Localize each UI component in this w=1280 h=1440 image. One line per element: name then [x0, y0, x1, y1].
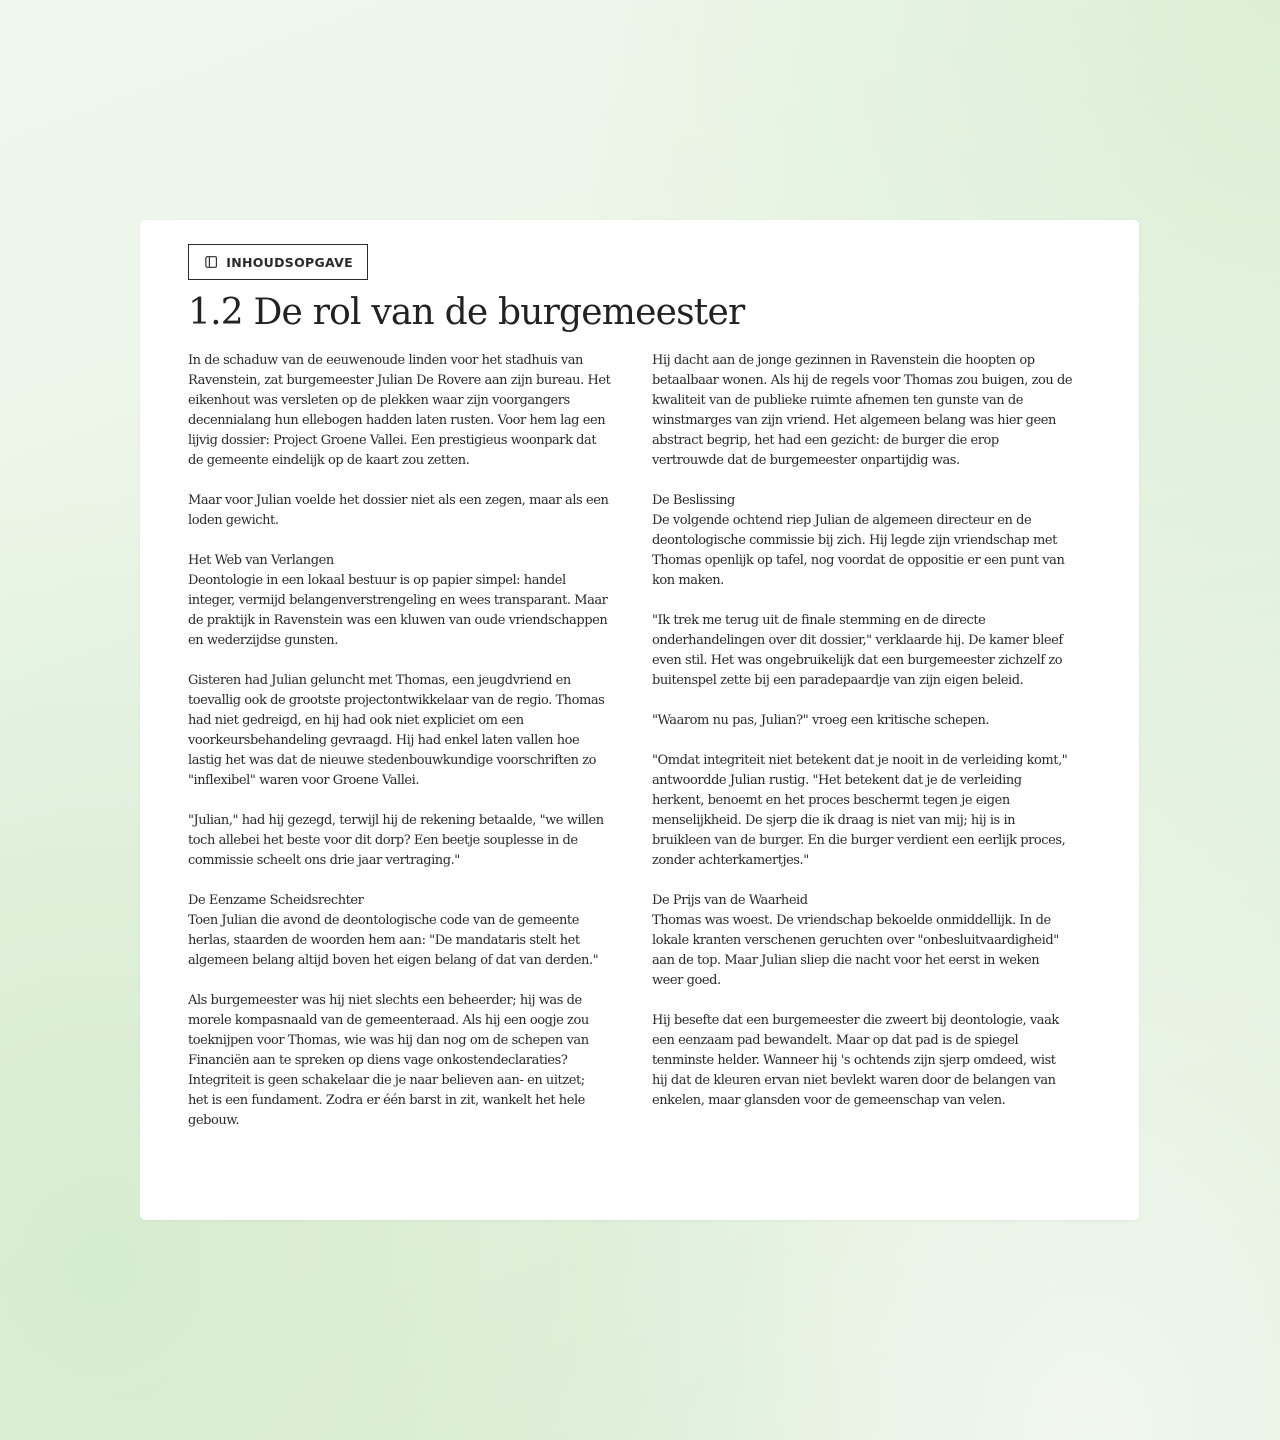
text-line: toeknijpen voor Thomas, wie was hij dan nog om de schepen van	[188, 1033, 589, 1048]
text-line: Deontologie in een lokaal bestuur is op papier simpel: handel	[188, 573, 566, 588]
text-line: zonder achterkamertjes."	[652, 853, 809, 868]
text-line: en wederzijdse gunsten.	[188, 633, 338, 648]
text-line: Toen Julian die avond de deontologische code van de gemeente	[188, 913, 579, 928]
text-line: enkelen, maar glansden voor de gemeenschap van velen.	[652, 1093, 1006, 1108]
text-line: vertrouwde dat de burgemeester onpartijdig was.	[652, 453, 960, 468]
text-line: Hij besefte dat een burgemeester die zweert bij deontologie, vaak	[652, 1013, 1059, 1028]
text-line: deontologische commissie bij zich. Hij legde zijn vriendschap met	[652, 533, 1057, 548]
text-line: voorkeursbehandeling gevraagd. Hij had enkel laten vallen hoe	[188, 733, 580, 748]
text-line: menselijkheid. De sjerp die ik draag is niet van mij; hij is in	[652, 813, 1016, 828]
text-line: onderhandelingen over dit dossier," verklaarde hij. De kamer bleef	[652, 633, 1063, 648]
article-column-right	[652, 351, 1092, 1131]
article-paragraph	[188, 891, 628, 971]
sidebar-panel-icon	[205, 255, 217, 269]
text-line: bruikleen van de burger. En die burger verdient een eerlijk proces,	[652, 833, 1066, 848]
text-line: lastig het was dat de nieuwe stedenbouwkundige voorschriften zo	[188, 753, 596, 768]
text-line: "Waarom nu pas, Julian?" vroeg een kritische schepen.	[652, 713, 990, 728]
text-line: De Prijs van de Waarheid	[652, 893, 808, 908]
text-line: een eenzaam pad bewandelt. Maar op dat pad is de spiegel	[652, 1033, 1019, 1048]
text-line: aan de top. Maar Julian sliep die nacht voor het eerst in weken	[652, 953, 1040, 968]
text-line: algemeen belang altijd boven het eigen belang of dat van derden."	[188, 953, 599, 968]
article-paragraph	[652, 611, 1092, 691]
text-line: betaalbaar wonen. Als hij de regels voor Thomas zou buigen, zou de	[652, 373, 1073, 388]
text-line: De Eenzame Scheidsrechter	[188, 893, 364, 908]
text-line: Als burgemeester was hij niet slechts een beheerder; hij was de	[188, 993, 582, 1008]
text-line: toevallig ook de grootste projectontwikkelaar van de regio. Thomas	[188, 693, 605, 708]
article-paragraph	[188, 671, 628, 791]
article-card	[140, 220, 1139, 1220]
text-line: hij dat de kleuren ervan niet bevlekt waren door de belangen van	[652, 1073, 1056, 1088]
text-line: Integriteit is geen schakelaar die je naar believen aan- en uitzet;	[188, 1073, 585, 1088]
text-line: de gemeente eindelijk op de kaart zou zetten.	[188, 453, 470, 468]
article-paragraph	[652, 1011, 1092, 1111]
text-line: antwoordde Julian rustig. "Het betekent dat je de verleiding	[652, 773, 1022, 788]
article-paragraph	[188, 551, 628, 651]
text-line: had niet gedreigd, en hij had ook niet expliciet om een	[188, 713, 524, 728]
text-line: In de schaduw van de eeuwenoude linden voor het stadhuis van	[188, 353, 583, 368]
text-line: Gisteren had Julian geluncht met Thomas, een jeugdvriend en	[188, 673, 571, 688]
text-line: tenminste helder. Wanneer hij 's ochtends zijn sjerp omdeed, wist	[652, 1053, 1056, 1068]
text-line: herlas, staarden de woorden hem aan: "De mandataris stelt het	[188, 933, 580, 948]
article-paragraph	[188, 351, 628, 471]
text-line: loden gewicht.	[188, 513, 279, 528]
text-line: abstract begrip, het had een gezicht: de burger die erop	[652, 433, 999, 448]
text-line: winstmarges van zijn vriend. Het algemeen belang was hier geen	[652, 413, 1056, 428]
text-line: Thomas was woest. De vriendschap bekoelde onmiddellijk. In de	[652, 913, 1051, 928]
text-line: herkent, benoemt en het proces beschermt tegen je eigen	[652, 793, 1010, 808]
text-line: De Beslissing	[652, 493, 735, 508]
article-paragraph	[188, 991, 628, 1131]
text-line: Ravenstein, zat burgemeester Julian De Rovere aan zijn bureau. Het	[188, 373, 611, 388]
article-paragraph	[188, 811, 628, 871]
text-line: morele kompasnaald van de gemeenteraad. Als hij een oogje zou	[188, 1013, 589, 1028]
text-line: decennialang hun ellebogen hadden laten rusten. Voor hem lag een	[188, 413, 606, 428]
text-line: lokale kranten verschenen geruchten over "onbesluitvaardigheid"	[652, 933, 1059, 948]
text-line: het is een fundament. Zodra er één barst in zit, wankelt het hele	[188, 1093, 585, 1108]
text-line: "inflexibel" waren voor Groene Vallei.	[188, 773, 420, 788]
text-line: commissie scheelt ons drie jaar vertraging."	[188, 853, 460, 868]
article-paragraph	[652, 891, 1092, 991]
text-line: "Julian," had hij gezegd, terwijl hij de rekening betaalde, "we willen	[188, 813, 604, 828]
text-line: lijvig dossier: Project Groene Vallei. Een prestigieus woonpark dat	[188, 433, 597, 448]
text-line: kon maken.	[652, 573, 724, 588]
article-paragraph	[188, 491, 628, 531]
text-line: Hij dacht aan de jonge gezinnen in Ravenstein die hoopten op	[652, 353, 1035, 368]
text-line: weer goed.	[652, 973, 721, 988]
page-title: 1.2 De rol van de burgemeester	[188, 292, 745, 333]
text-line: eikenhout was versleten op de plekken waar zijn voorgangers	[188, 393, 570, 408]
article-column-left	[188, 351, 628, 1151]
text-line: Maar voor Julian voelde het dossier niet als een zegen, maar als een	[188, 493, 609, 508]
text-line: "Ik trek me terug uit de finale stemming en de directe	[652, 613, 986, 628]
text-line: de praktijk in Ravenstein was een kluwen van oude vriendschappen	[188, 613, 608, 628]
text-line: gebouw.	[188, 1113, 240, 1128]
text-line: even stil. Het was ongebruikelijk dat een burgemeester zichzelf zo	[652, 653, 1063, 668]
article-paragraph	[652, 711, 1092, 731]
table-of-contents-label: INHOUDSOPGAVE	[226, 254, 353, 270]
text-line: De volgende ochtend riep Julian de algemeen directeur en de	[652, 513, 1032, 528]
text-line: toch allebei het beste voor dit dorp? Een beetje souplesse in de	[188, 833, 578, 848]
text-line: integer, vermijd belangenverstrengeling en wees transparant. Maar	[188, 593, 608, 608]
article-paragraph	[652, 491, 1092, 591]
text-line: kwaliteit van de publieke ruimte afnemen ten gunste van de	[652, 393, 1023, 408]
text-line: Het Web van Verlangen	[188, 553, 334, 568]
text-line: "Omdat integriteit niet betekent dat je nooit in de verleiding komt,"	[652, 753, 1068, 768]
text-line: Thomas openlijk op tafel, nog voordat de oppositie er een punt van	[652, 553, 1065, 568]
article-paragraph	[652, 351, 1092, 471]
article-paragraph	[652, 751, 1092, 871]
text-line: buitenspel zette bij een paradepaardje van zijn eigen beleid.	[652, 673, 1024, 688]
text-line: Financiën aan te spreken op diens vage onkostendeclaraties?	[188, 1053, 568, 1068]
table-of-contents-button[interactable]	[188, 244, 368, 280]
